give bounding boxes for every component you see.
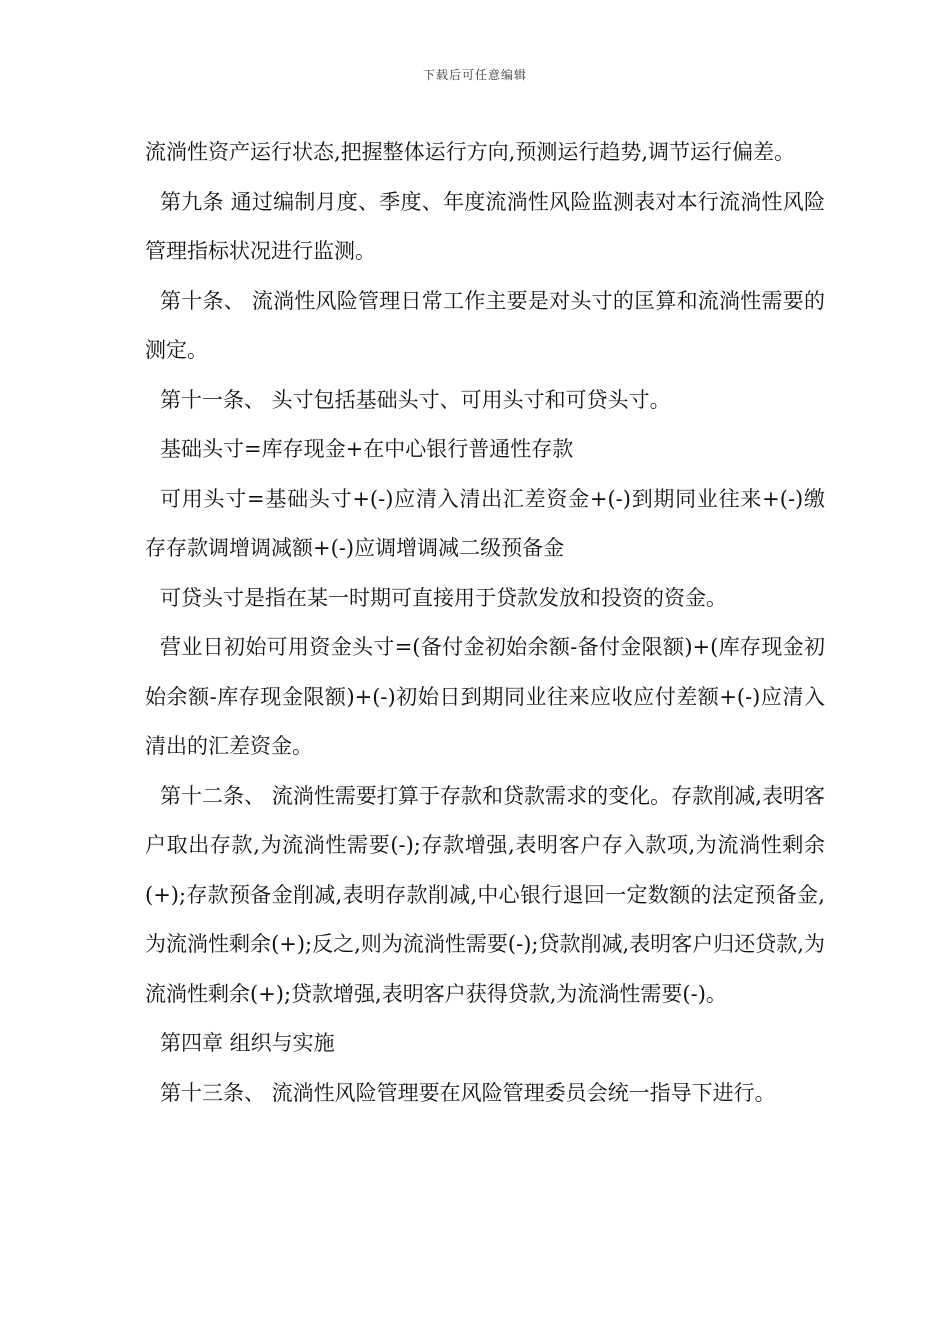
paragraph-base-position-formula: 基础头寸=库存现金+在中心银行普通性存款	[160, 437, 574, 461]
paragraph-article-10: 第十条、 流淌性风险管理日常工作主要是对头寸的匡算和流淌性需要的测定。	[145, 288, 825, 362]
chapter-4-heading: 第四章 组织与实施	[160, 1031, 335, 1055]
paragraph-article-13: 第十三条、 流淌性风险管理要在风险管理委员会统一指导下进行。	[160, 1080, 776, 1105]
paragraph-article-12: 第十二条、 流淌性需要打算于存款和贷款需求的变化。存款削减,表明客户取出存款,为流淌性需要(-);存款增强,表明客户存入款项,为流淌性剩余(+);存款预备金削减,表明存款削减,中心银行退回一定数额的法定预备金,为流淌性剩余(+);反之,则为流淌性需要(-);贷款削减,表明客户归还贷款,为流淌性剩余(+);贷款增强,表明客户获得贷款,为流淌性需要(-)。	[145, 783, 825, 1006]
paragraph-loanable-position: 可贷头寸是指在某一时期可直接用于贷款发放和投资的资金。	[160, 585, 727, 610]
page-header: 下载后可任意编辑	[422, 68, 527, 82]
paragraph-article-9: 第九条 通过编制月度、季度、年度流淌性风险监测表对本行流淌性风险管理指标状况进行监测。	[145, 189, 825, 263]
paragraph-liquidity-assets-continued: 流淌性资产运行状态,把握整体运行方向,预测运行趋势,调节运行偏差。	[145, 140, 796, 164]
paragraph-available-position-formula: 可用头寸=基础头寸+(-)应清入清出汇差资金+(-)到期同业往来+(-)缴存存款调增调减额+(-)应调增调减二级预备金	[145, 486, 825, 560]
paragraph-article-11: 第十一条、 头寸包括基础头寸、可用头寸和可贷头寸。	[160, 387, 671, 412]
document-body	[145, 128, 825, 1118]
paragraph-opening-funds-formula: 营业日初始可用资金头寸=(备付金初始余额-备付金限额)+(库存现金初始余额-库存现金限额)+(-)初始日到期同业往来应收应付差额+(-)应清入清出的汇差资金。	[145, 635, 825, 758]
